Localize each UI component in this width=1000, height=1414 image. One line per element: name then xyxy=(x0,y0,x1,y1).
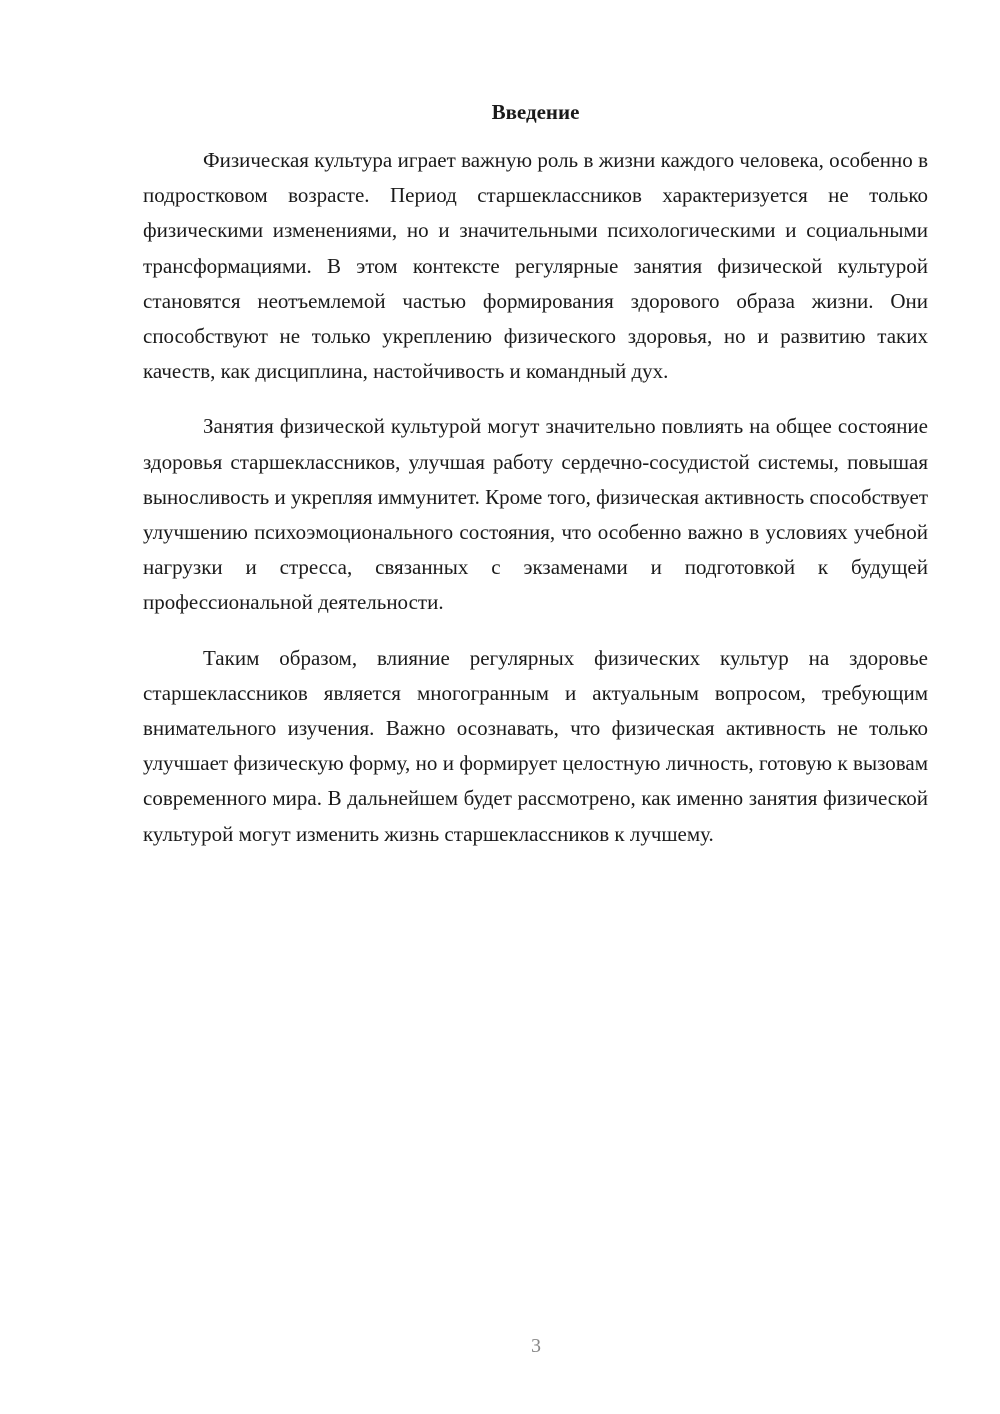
paragraph-2: Занятия физической культурой могут значительно повлиять на общее состояние здоровья старшеклассников, улучшая работу сердечно-сосудистой системы, повышая выносливость и укрепляя иммунитет. Кроме того, физическая активность способствует улучшению психоэмоционального состояния, что особенно важно в условиях учебной нагрузки и стресса, связанных с экзаменами и подготовкой к будущей профессиональной деятельности. xyxy=(143,414,928,615)
body-text xyxy=(143,143,928,872)
paragraph-3: Таким образом, влияние регулярных физических культур на здоровье старшеклассников является многогранным и актуальным вопросом, требующим внимательного изучения. Важно осознавать, что физическая активность не только улучшает физическую форму, но и формирует целостную личность, готовую к вызовам современного мира. В дальнейшем будет рассмотрено, как именно занятия физической культурой могут изменить жизнь старшеклассников к лучшему. xyxy=(143,645,928,846)
paragraph-1: Физическая культура играет важную роль в жизни каждого человека, особенно в подростковом возрасте. Период старшеклассников характеризуется не только физическими изменениями, но и значительными психологическими и социальными трансформациями. В этом контексте регулярные занятия физической культурой становятся неотъемлемой частью формирования здорового образа жизни. Они способствуют не только укреплению физического здоровья, но и развитию таких качеств, как дисциплина, настойчивость и командный дух. xyxy=(143,148,928,384)
page-number: 3 xyxy=(531,1335,541,1357)
page-title: Введение xyxy=(491,100,580,124)
